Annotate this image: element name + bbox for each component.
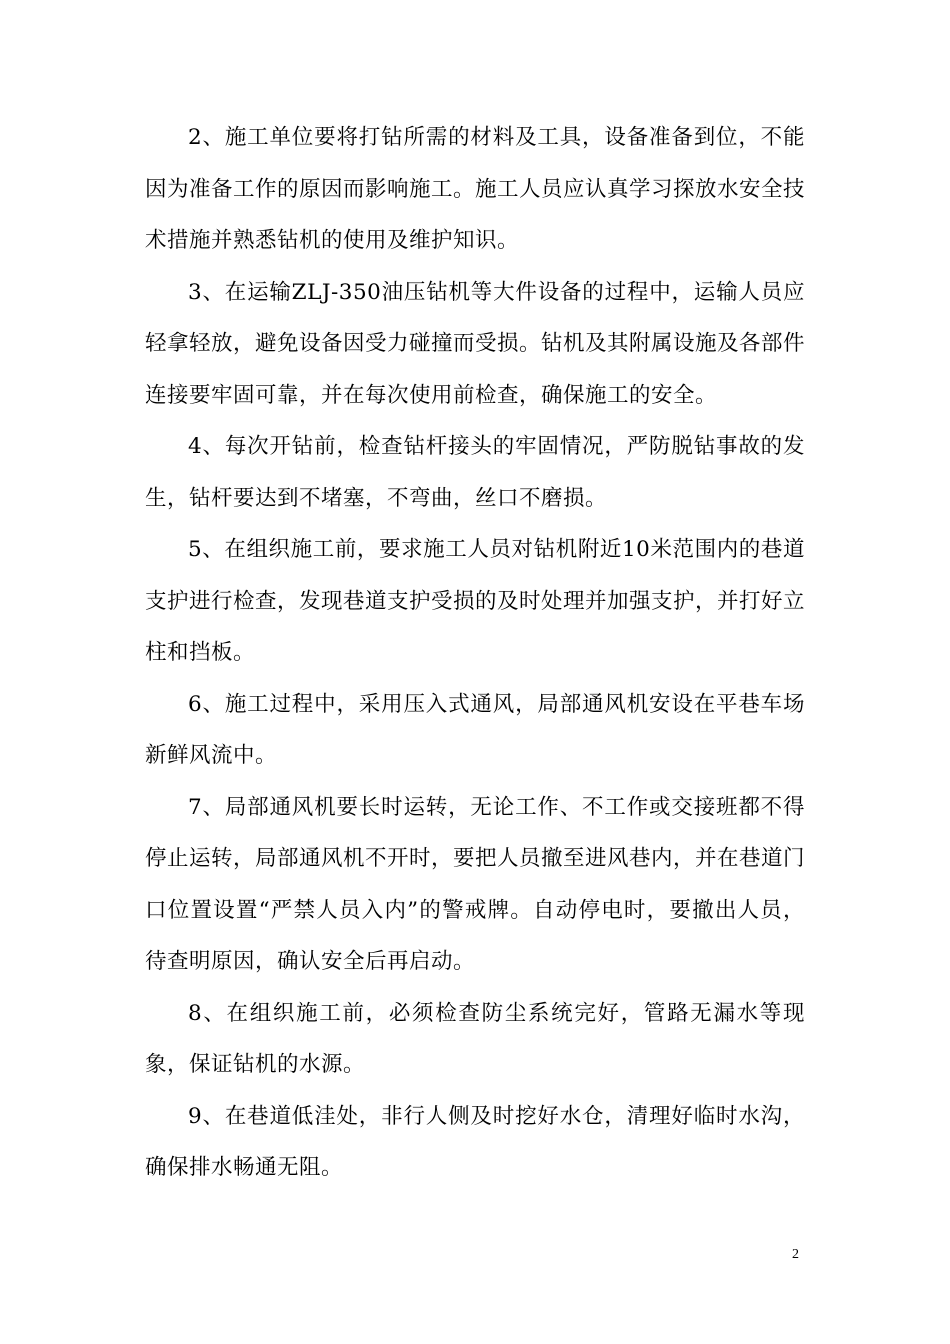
paragraph-item-2: 2、施工单位要将打钻所需的材料及工具，设备准备到位，不能因为准备工作的原因而影响施工。施工人员应认真学习探放水安全技术措施并熟悉钻机的使用及维护知识。: [145, 125, 806, 253]
paragraph-item-7: 7、局部通风机要长时运转，无论工作、不工作或交接班都不得停止运转，局部通风机不开时，要把人员撤至进风巷内，并在巷道门口位置设置“严禁人员入内”的警戒牌。自动停电时，要撤出人员，待查明原因，确认安全后再启动。: [145, 794, 806, 974]
page-number: 2: [792, 1247, 799, 1262]
paragraph-item-4: 4、每次开钻前，检查钻杆接头的牢固情况，严防脱钻事故的发生，钻杆要达到不堵塞，不弯曲，丝口不磨损。: [145, 434, 805, 511]
paragraph-item-8: 8、在组织施工前，必须检查防尘系统完好，管路无漏水等现象，保证钻机的水源。: [145, 1000, 805, 1077]
paragraph-item-5: 5、在组织施工前，要求施工人员对钻机附近10米范围内的巷道支护进行检查，发现巷道支护受损的及时处理并加强支护，并打好立柱和挡板。: [145, 537, 806, 665]
paragraph-item-6: 6、施工过程中，采用压入式通风，局部通风机安设在平巷车场新鲜风流中。: [145, 691, 805, 768]
document-body: [145, 112, 805, 1194]
paragraph-item-3: 3、在运输ZLJ-350油压钻机等大件设备的过程中，运输人员应轻拿轻放，避免设备因受力碰撞而受损。钻机及其附属设施及各部件连接要牢固可靠，并在每次使用前检查，确保施工的安全。: [145, 279, 806, 408]
paragraph-item-9: 9、在巷道低洼处，非行人侧及时挖好水仓，清理好临时水沟，确保排水畅通无阻。: [145, 1103, 805, 1180]
